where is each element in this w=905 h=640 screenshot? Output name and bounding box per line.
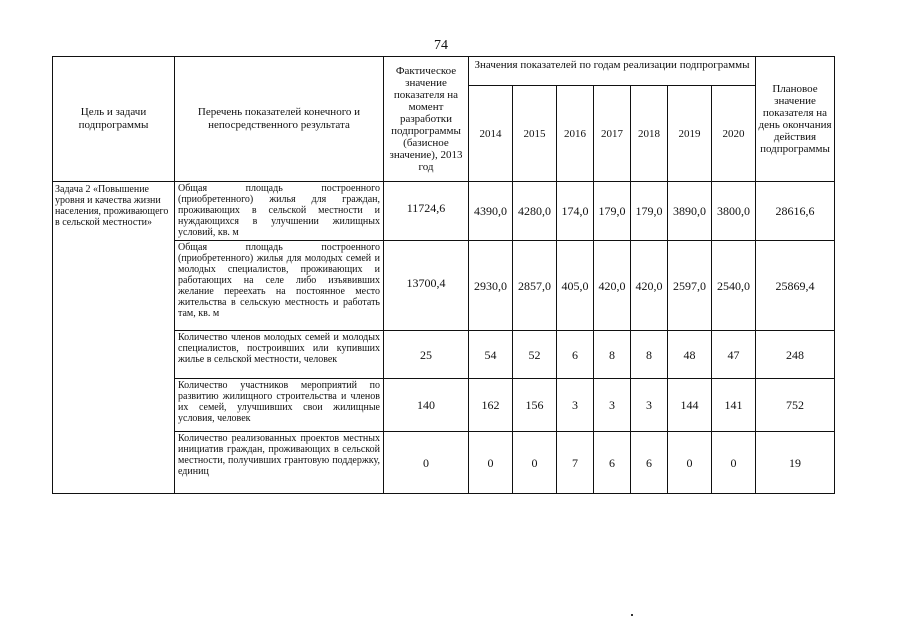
year-value: 52 [513, 331, 557, 379]
year-value: 2540,0 [712, 241, 756, 331]
plan-value: 28616,6 [756, 182, 835, 241]
year-value: 6 [631, 432, 668, 494]
years-group-header: Значения показателей по годам реализации подпрограммы [469, 57, 756, 86]
year-value: 162 [469, 379, 513, 432]
year-value: 0 [513, 432, 557, 494]
scan-speck [631, 614, 633, 616]
year-value: 4280,0 [513, 182, 557, 241]
year-value: 144 [668, 379, 712, 432]
indicators-table [52, 56, 835, 494]
year-value: 7 [557, 432, 594, 494]
year-value: 48 [668, 331, 712, 379]
base-value: 25 [384, 331, 469, 379]
plan-value-header: Плановое значение показателя на день окончания действия подпрограммы [756, 57, 835, 182]
year-header: 2018 [631, 86, 668, 182]
page-number: 74 [434, 38, 448, 53]
year-value: 174,0 [557, 182, 594, 241]
year-value: 3800,0 [712, 182, 756, 241]
year-value: 8 [594, 331, 631, 379]
plan-value: 19 [756, 432, 835, 494]
year-value: 6 [594, 432, 631, 494]
year-value: 3 [631, 379, 668, 432]
year-value: 8 [631, 331, 668, 379]
year-value: 0 [469, 432, 513, 494]
header-row-top [53, 57, 835, 86]
year-header: 2015 [513, 86, 557, 182]
indicator-name: Количество членов молодых семей и молодых специалистов, построивших или купивших жилье в сельской местности, человек [175, 331, 384, 379]
year-value: 179,0 [594, 182, 631, 241]
year-value: 2930,0 [469, 241, 513, 331]
year-value: 54 [469, 331, 513, 379]
year-header: 2014 [469, 86, 513, 182]
goal-header: Цель и задачи подпрограммы [53, 57, 175, 182]
year-value: 179,0 [631, 182, 668, 241]
year-value: 3 [557, 379, 594, 432]
year-header: 2019 [668, 86, 712, 182]
plan-value: 25869,4 [756, 241, 835, 331]
year-value: 2857,0 [513, 241, 557, 331]
year-value: 405,0 [557, 241, 594, 331]
base-value: 11724,6 [384, 182, 469, 241]
year-value: 3 [594, 379, 631, 432]
base-value-header: Фактическое значение показателя на момент разработки подпрограммы (базисное значение), 2013 год [384, 57, 469, 182]
indicator-list-header: Перечень показателей конечного и непосредственного результата [175, 57, 384, 182]
year-header: 2017 [594, 86, 631, 182]
year-value: 420,0 [631, 241, 668, 331]
indicator-name: Количество реализованных проектов местных инициатив граждан, проживающих в сельской местности, получивших грантовую поддержку, единиц [175, 432, 384, 494]
year-value: 156 [513, 379, 557, 432]
table-row [53, 182, 835, 241]
year-value: 0 [712, 432, 756, 494]
year-value: 2597,0 [668, 241, 712, 331]
base-value: 13700,4 [384, 241, 469, 331]
base-value: 0 [384, 432, 469, 494]
plan-value: 752 [756, 379, 835, 432]
indicator-name: Количество участников мероприятий по развитию жилищного строительства и членов их семей, улучшивших свои жилищные условия, человек [175, 379, 384, 432]
indicator-name: Общая площадь построенного (приобретенного) жилья для граждан, проживающих в сельской местности и нуждающихся в улучшении жилищных условий, кв. м [175, 182, 384, 241]
indicator-name: Общая площадь построенного (приобретенного) жилья для молодых семей и молодых специалистов, проживающих и работающих на селе либо изъявивших желание переехать на постоянное место жительства в сельскую местность и работать там, кв. м [175, 241, 384, 331]
plan-value: 248 [756, 331, 835, 379]
year-value: 3890,0 [668, 182, 712, 241]
task-cell: Задача 2 «Повышение уровня и качества жизни населения, проживающего в сельской местности» [53, 182, 175, 494]
base-value: 140 [384, 379, 469, 432]
year-header: 2016 [557, 86, 594, 182]
year-value: 6 [557, 331, 594, 379]
year-value: 141 [712, 379, 756, 432]
year-header: 2020 [712, 86, 756, 182]
year-value: 4390,0 [469, 182, 513, 241]
year-value: 47 [712, 331, 756, 379]
year-value: 0 [668, 432, 712, 494]
year-value: 420,0 [594, 241, 631, 331]
